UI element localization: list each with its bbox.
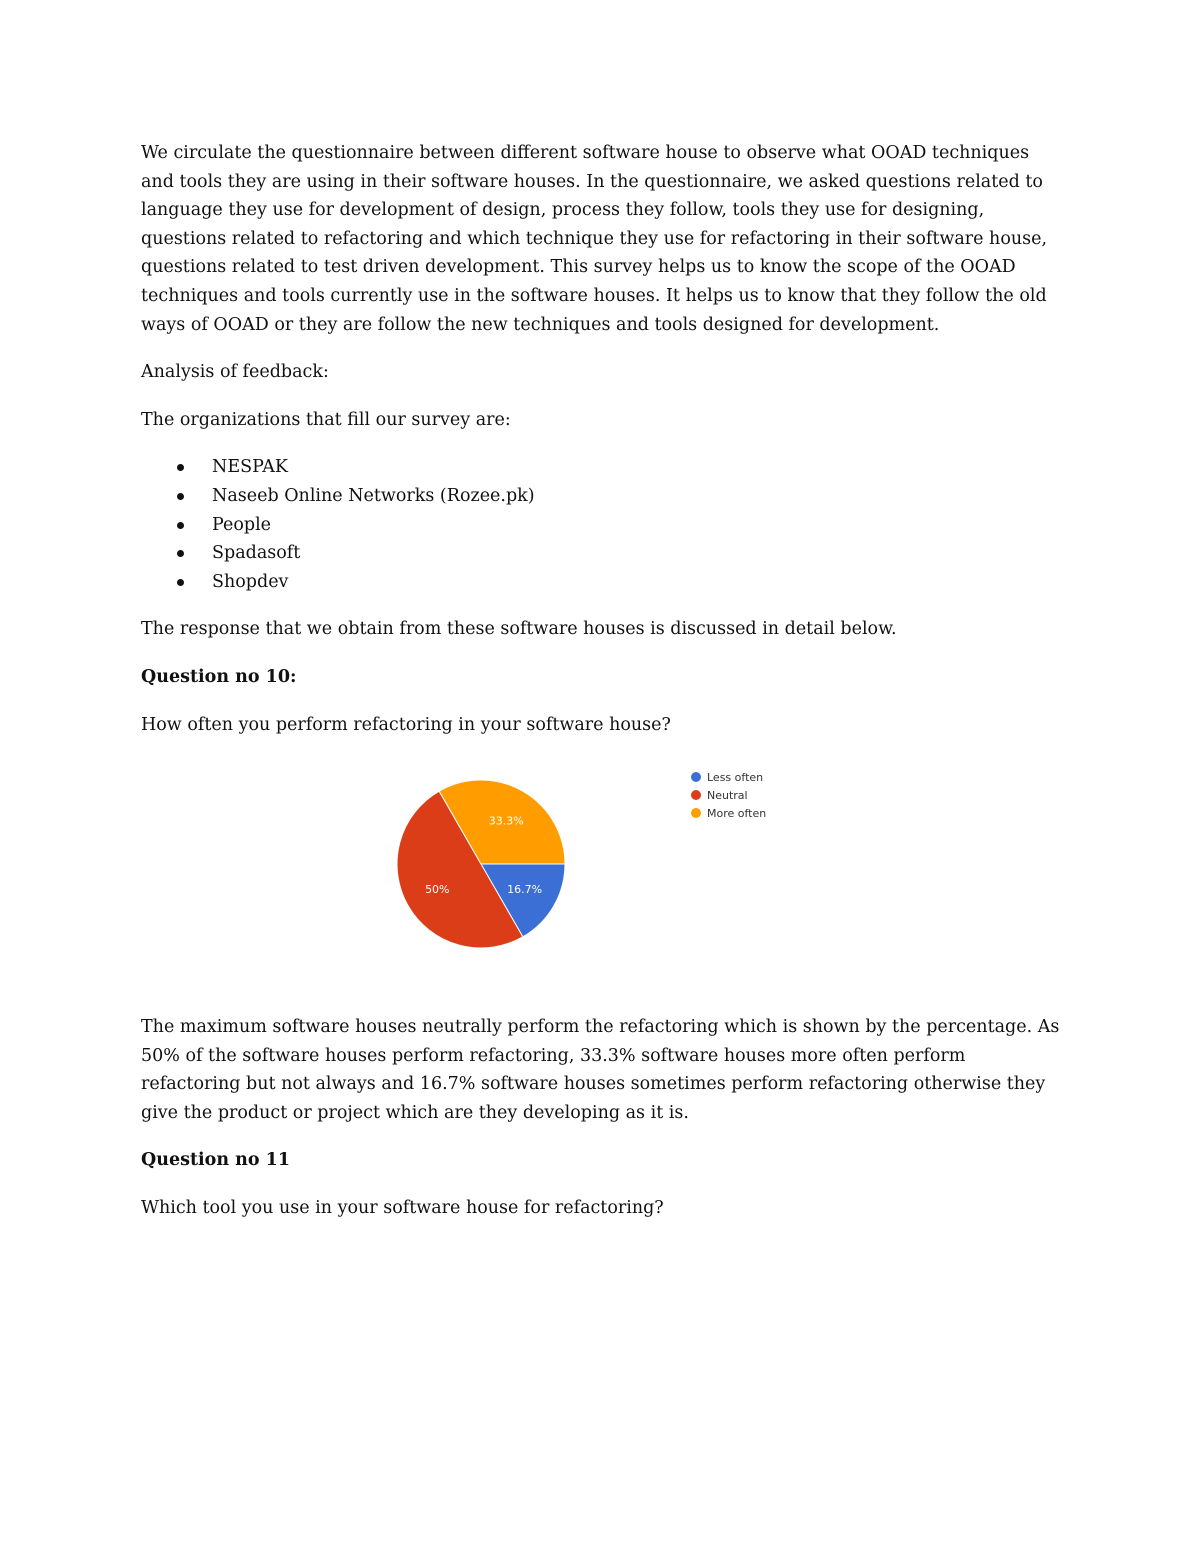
organizations-intro: The organizations that fill our survey are:: [141, 409, 511, 430]
legend-item: [691, 768, 766, 786]
chart-legend: [691, 768, 766, 822]
question-10-text: How often you perform refactoring in your software house?: [141, 714, 671, 735]
organization-name: NESPAK: [212, 457, 288, 478]
bullet-icon: [177, 464, 184, 471]
pie-chart: [141, 758, 1061, 994]
legend-item: [691, 804, 766, 822]
organization-name: Spadasoft: [212, 543, 301, 564]
bullet-icon: [177, 522, 184, 529]
document-page: [141, 139, 1061, 1223]
legend-label: Neutral: [707, 788, 748, 802]
list-item: [141, 539, 1061, 568]
legend-swatch-icon: [691, 772, 701, 782]
legend-swatch-icon: [691, 808, 701, 818]
question-10-analysis: The maximum software houses neutrally perform the refactoring which is shown by the percentage. As 50% of the software houses perform refactoring, 33.3% software houses more often perform refactoring but not always and 16.7% software houses sometimes perform refactoring otherwise they give the product or project which are they developing as it is.: [141, 1017, 1060, 1123]
question-10-heading: Question no 10:: [141, 666, 297, 687]
pie-chart-svg: [381, 764, 581, 964]
pie-data-label: 50%: [425, 883, 450, 897]
bullet-icon: [177, 493, 184, 500]
organization-list: [141, 453, 1061, 596]
list-item: [141, 568, 1061, 597]
bullet-icon: [177, 550, 184, 557]
question-11-heading: Question no 11: [141, 1150, 291, 1171]
bullet-icon: [177, 579, 184, 586]
analysis-heading: Analysis of feedback:: [141, 362, 329, 383]
pie-data-label: 33.3%: [488, 814, 524, 828]
legend-item: [691, 786, 766, 804]
question-11-text: Which tool you use in your software house for refactoring?: [141, 1198, 664, 1219]
intro-paragraph: We circulate the questionnaire between different software house to observe what OOAD techniques and tools they are using in their software houses. In the questionnaire, we asked questions related to language they use for development of design, process they follow, tools they use for designing, questions related to refactoring and which technique they use for refactoring in their software house, questions related to test driven development. This survey helps us to know the scope of the OOAD techniques and tools currently use in the software houses. It helps us to know that they follow the old ways of OOAD or they are follow the new techniques and tools designed for development.: [141, 143, 1048, 335]
organization-name: People: [212, 514, 272, 535]
organization-name: Shopdev: [212, 571, 289, 592]
organization-name: Naseeb Online Networks (Rozee.pk): [212, 485, 535, 506]
pie-data-label: 16.7%: [507, 883, 543, 897]
list-item: [141, 482, 1061, 511]
legend-label: Less often: [707, 770, 764, 784]
legend-label: More often: [707, 806, 767, 820]
list-item: [141, 453, 1061, 482]
response-intro: The response that we obtain from these software houses is discussed in detail below.: [141, 619, 897, 640]
list-item: [141, 511, 1061, 540]
legend-swatch-icon: [691, 790, 701, 800]
